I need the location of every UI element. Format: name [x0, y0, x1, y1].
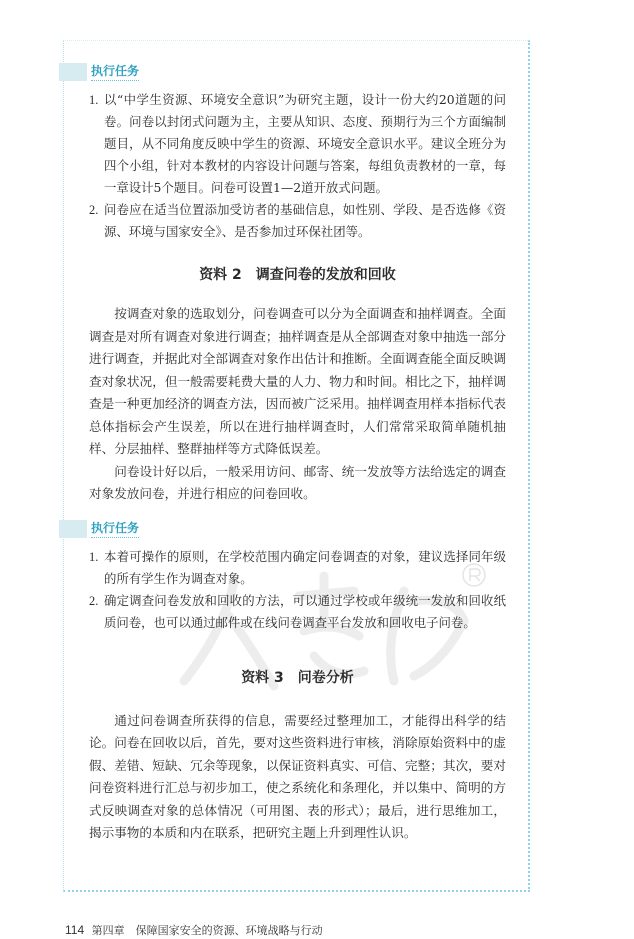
- item-number: 1.: [89, 549, 99, 564]
- chapter-title: 第四章 保障国家安全的资源、环境战略与行动: [91, 923, 323, 937]
- item-text: 确定调查问卷发放和回收的方法，可以通过学校或年级统一发放和回收纸质问卷，也可以通过邮件或在线问卷调查平台发放和回收电子问卷。: [104, 592, 506, 630]
- task-label-1: [59, 63, 506, 83]
- paragraph: 通过问卷调查所获得的信息，需要经过整理加工，才能得出科学的结论。问卷在回收以后，首先，要对这些资料进行审核，消除原始资料中的虚假、差错、短缺、冗余等现象，以保证资料真实、可信、完整；其次，要对问卷资料进行汇总与初步加工，使之系统化和条理化，并以集中、简明的方式反映调查对象的总体情况（可用图、表的形式）；最后，进行思维加工，揭示事物的本质和内在联系，把研究主题上升到理性认识。: [89, 712, 506, 840]
- spacer: [89, 506, 506, 520]
- section3-heading: 资料 3 问卷分析: [241, 669, 354, 686]
- content: [89, 63, 506, 845]
- item-text: 本着可操作的原则，在学校范围内确定问卷调查的对象，建议选择同年级的所有学生作为调查对象。: [104, 548, 506, 586]
- content-frame: [63, 40, 530, 892]
- item-text: 问卷应在适当位置添加受访者的基础信息，如性别、学段、是否选修《资源、环境与国家安全》、是否参加过环保社团等。: [104, 202, 506, 239]
- item-number: 2.: [89, 593, 99, 608]
- paragraph: 按调查对象的选取划分，问卷调查可以分为全面调查和抽样调查。全面调查是对所有调查对象进行调查；抽样调查是从全部调查对象中抽选一部分进行调查，并据此对全部调查对象作出估计和推断。全面调查能全面反映调查对象状况，但一般需要耗费大量的人力、物力和时间。相比之下，抽样调查是一种更加经济的调查方法，因而被广泛采用。抽样调查用样本指标代表总体指标会产生误差，所以在进行抽样调查时，人们常常采取简单随机抽样、分层抽样、整群抽样等方式降低误差。: [89, 306, 506, 456]
- list-item: [89, 89, 506, 199]
- task-label-text: 执行任务: [91, 64, 139, 81]
- task-label-2: [59, 520, 506, 540]
- section2-body: [89, 303, 506, 506]
- list-item: [89, 546, 506, 590]
- item-text: 以“中学生资源、环境安全意识”为研究主题，设计一份大约20道题的问卷。问卷以封闭式问题为主，主要从知识、态度、预期行为三个方面编制题目，从不同角度反映中学生的资源、环境安全意识水平。建议全班分为四个小组，针对本教材的内容设计问题与答案，每组负责教材的一章，每一章设计5个题目。问卷可设置1—2道开放式问题。: [104, 92, 506, 195]
- page: [63, 40, 530, 939]
- page-number: 114: [65, 922, 85, 937]
- task-label-text: 执行任务: [91, 521, 139, 538]
- section3-body: [89, 710, 506, 845]
- list-item: [89, 590, 506, 634]
- item-number: 2.: [89, 203, 99, 217]
- label-bar: [59, 520, 87, 538]
- page-footer: [65, 922, 530, 939]
- task2-list: [89, 546, 506, 634]
- label-bar: [59, 63, 87, 81]
- task1-list: [89, 89, 506, 243]
- section2-heading: 资料 2 调查问卷的发放和回收: [199, 267, 396, 283]
- paragraph: 问卷设计好以后，一般采用访问、邮寄、统一发放等方法给选定的调查对象发放问卷，并进行相应的问卷回收。: [89, 463, 506, 501]
- item-number: 1.: [89, 93, 99, 107]
- list-item: [89, 199, 506, 243]
